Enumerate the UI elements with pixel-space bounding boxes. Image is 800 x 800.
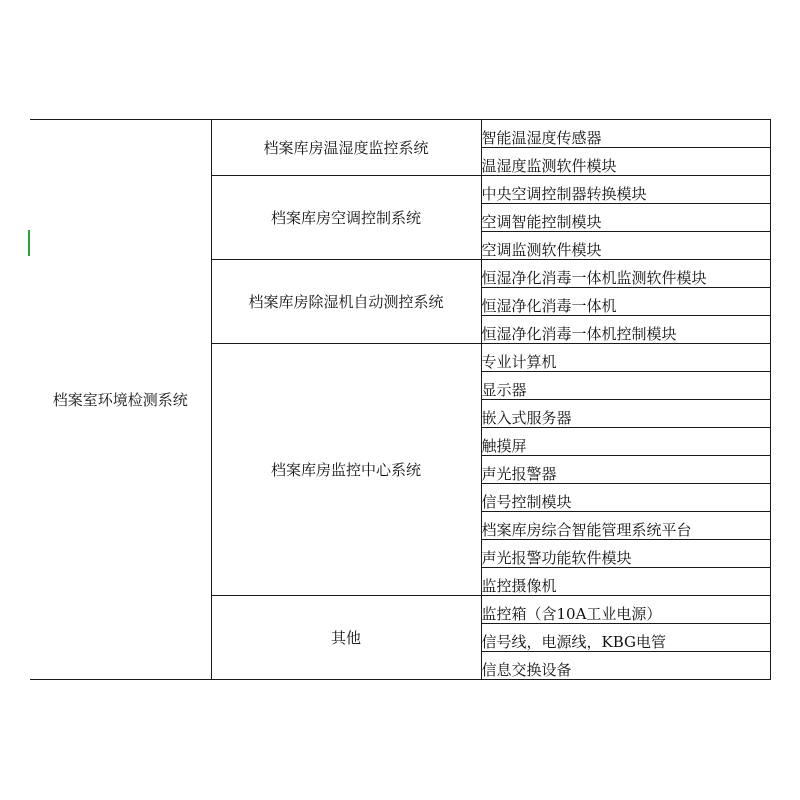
root-system-cell: 档案室环境检测系统 — [30, 120, 211, 680]
system-component-table — [30, 119, 771, 680]
component-cell: 空调监测软件模块 — [481, 232, 770, 260]
subsystem-cell: 档案库房监控中心系统 — [211, 344, 481, 596]
component-cell: 嵌入式服务器 — [481, 400, 770, 428]
component-cell: 监控箱（含10A工业电源） — [481, 596, 770, 624]
subsystem-cell: 档案库房温湿度监控系统 — [211, 120, 481, 176]
component-cell: 声光报警器 — [481, 456, 770, 484]
subsystem-cell: 档案库房除湿机自动测控系统 — [211, 260, 481, 344]
table-row — [30, 120, 770, 148]
component-cell: 触摸屏 — [481, 428, 770, 456]
component-cell: 声光报警功能软件模块 — [481, 540, 770, 568]
component-cell: 智能温湿度传感器 — [481, 120, 770, 148]
component-cell: 信号控制模块 — [481, 484, 770, 512]
subsystem-cell: 其他 — [211, 596, 481, 680]
component-cell: 恒湿净化消毒一体机控制模块 — [481, 316, 770, 344]
component-cell: 显示器 — [481, 372, 770, 400]
component-cell: 信号线，电源线，KBG电管 — [481, 624, 770, 652]
component-cell: 专业计算机 — [481, 344, 770, 372]
component-cell: 中央空调控制器转换模块 — [481, 176, 770, 204]
component-cell: 档案库房综合智能管理系统平台 — [481, 512, 770, 540]
component-cell: 监控摄像机 — [481, 568, 770, 596]
component-cell: 恒湿净化消毒一体机 — [481, 288, 770, 316]
component-cell: 信息交换设备 — [481, 652, 770, 680]
component-cell: 恒湿净化消毒一体机监测软件模块 — [481, 260, 770, 288]
component-cell: 温湿度监测软件模块 — [481, 148, 770, 176]
subsystem-cell: 档案库房空调控制系统 — [211, 176, 481, 260]
component-cell: 空调智能控制模块 — [481, 204, 770, 232]
